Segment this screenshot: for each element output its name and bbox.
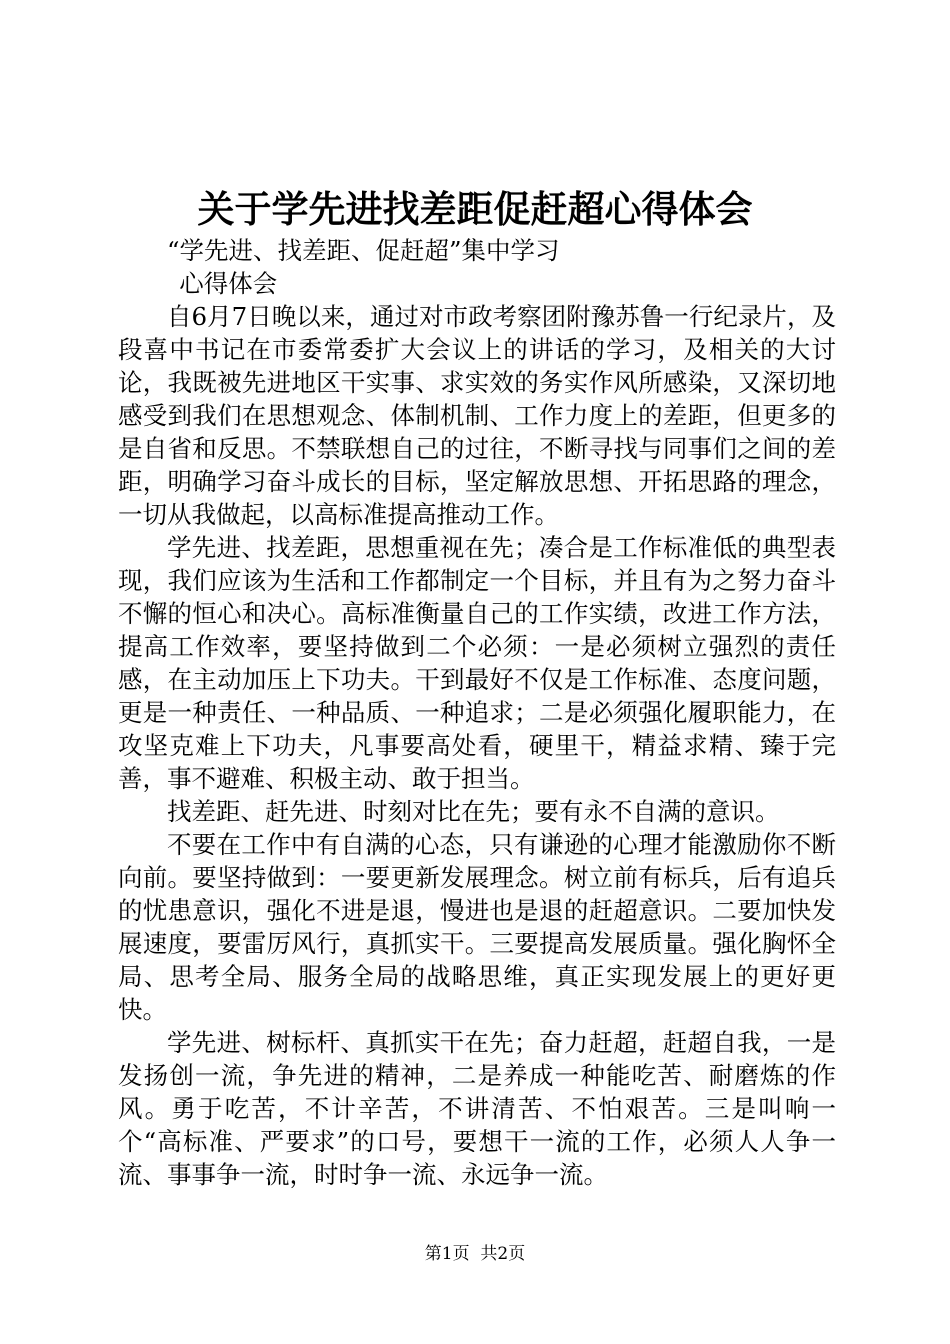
subtitle-line-2: 心得体会 — [179, 269, 278, 298]
paragraph-5: 学先进、树标杆、真抓实干在先；奋力赶超，赶超自我，一是发扬创一流，争先进的精神，二是养成一种能吃苦、耐磨炼的作风。勇于吃苦，不计辛苦，不讲清苦、不怕艰苦。三是叫响一个“高标准、严要求”的口号，要想干一流的工作，必须人人争一流、事事争一流，时时争一流、永远争一流。 — [118, 1028, 836, 1189]
paragraph-3: 找差距、赶先进、时刻对比在先；要有永不自满的意识。 — [167, 797, 780, 826]
paragraph-4: 不要在工作中有自满的心态，只有谦逊的心理才能激励你不断向前。要坚持做到：一要更新发展理念。树立前有标兵，后有追兵的忧患意识，强化不进是退，慢进也是退的赶超意识。二要加快发展速度，要雷厉风行，真抓实干。三要提高发展质量。强化胸怀全局、思考全局、服务全局的战略思维，真正实现发展上的更好更快。 — [118, 830, 836, 1024]
paragraph-2: 学先进、找差距，思想重视在先；凑合是工作标准低的典型表现，我们应该为生活和工作都制定一个目标，并且有为之努力奋斗不懈的恒心和决心。高标准衡量自己的工作实绩，改进工作方法，提高工作效率，要坚持做到二个必须：一是必须树立强烈的责任感，在主动加压上下功夫。干到最好不仅是工作标准、态度问题，更是一种责任、一种品质、一种追求；二是必须强化履职能力，在攻坚克难上下功夫，凡事要高处看，硬里干，精益求精、臻于完善，事不避难、积极主动、敢于担当。 — [118, 533, 836, 793]
document-body — [118, 234, 836, 1191]
paragraph-1: 自6月7日晚以来，通过对市政考察团附豫苏鲁一行纪录片，及段喜中书记在市委常委扩大会议上的讲话的学习，及相关的大讨论，我既被先进地区干实事、求实效的务实作风所感染，又深切地感受到我们在思想观念、体制机制、工作力度上的差距，但更多的是自省和反思。不禁联想自己的过往，不断寻找与同事们之间的差距，明确学习奋斗成长的目标，坚定解放思想、开拓思路的理念，一切从我做起，以高标准提高推动工作。 — [118, 302, 836, 529]
document-title: 关于学先进找差距促赶超心得体会 — [197, 187, 753, 231]
subtitle-line-1: “学先进、找差距、促赶超”集中学习 — [167, 236, 560, 265]
page-footer — [0, 1242, 950, 1266]
page-number: 第1页 共2页 — [424, 1244, 526, 1264]
